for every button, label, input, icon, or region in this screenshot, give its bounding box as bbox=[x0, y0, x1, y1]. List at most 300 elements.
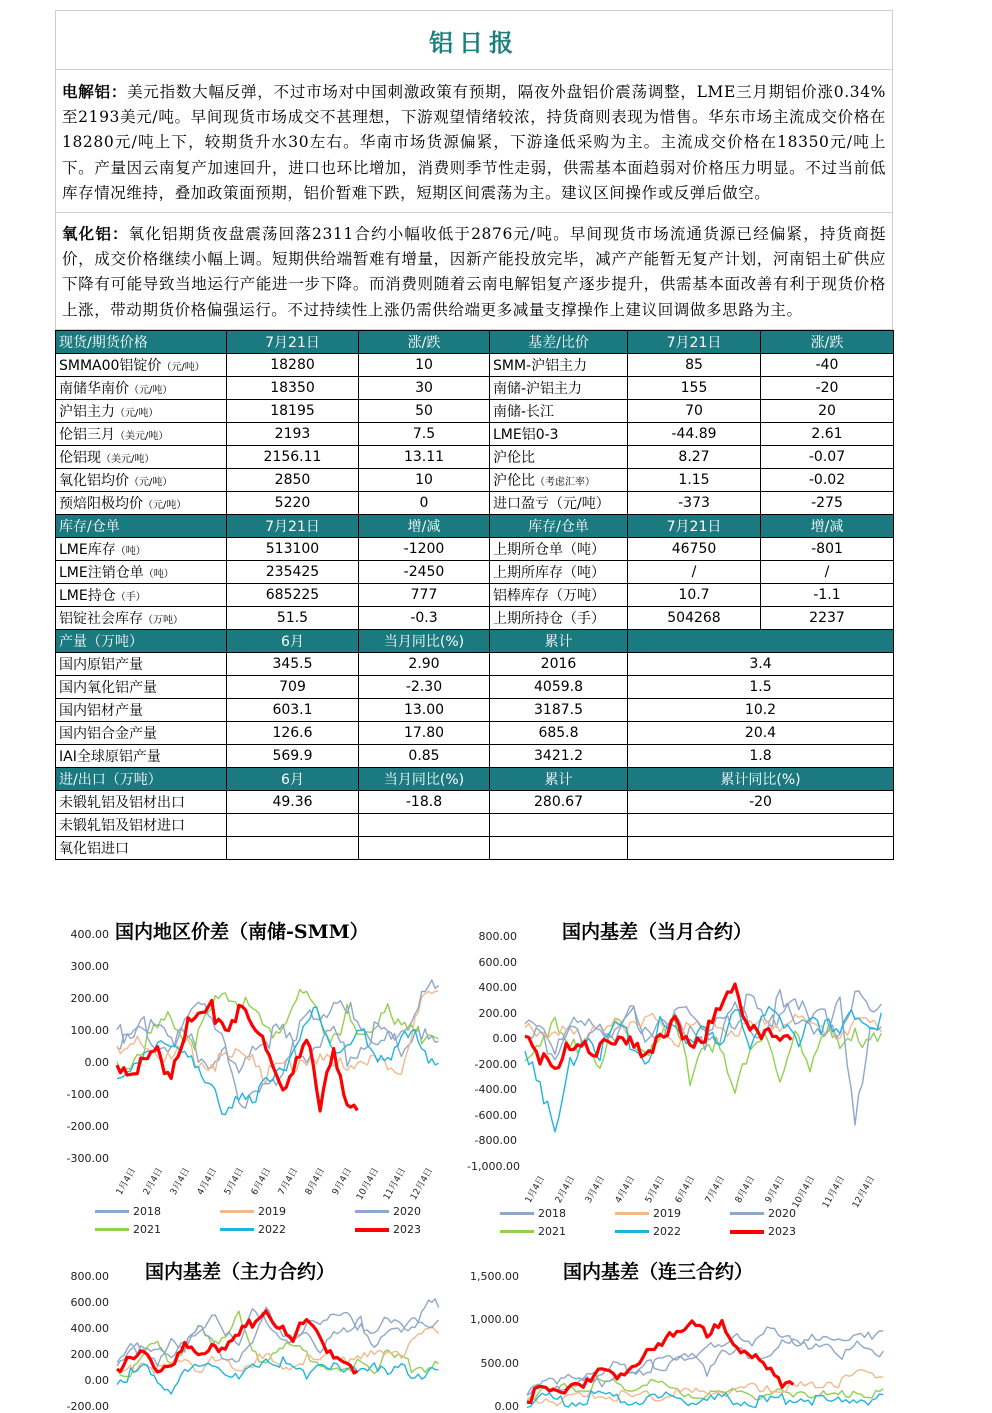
data-table bbox=[55, 330, 894, 860]
table-row bbox=[56, 560, 894, 583]
table-cell: 1.5 bbox=[628, 675, 894, 698]
basis-name-text: 南储-长江 bbox=[493, 403, 555, 420]
legend-item bbox=[500, 1207, 566, 1220]
table-cell: 513100 bbox=[227, 537, 359, 560]
x-tick-label: 3月4日 bbox=[583, 1174, 608, 1206]
series-line-2022 bbox=[117, 1357, 439, 1394]
table-cell: 2.90 bbox=[359, 652, 490, 675]
legend-label: 2021 bbox=[133, 1223, 161, 1236]
chart-legend bbox=[55, 1205, 465, 1245]
x-tick-label: 9月4日 bbox=[763, 1174, 788, 1206]
x-tick-label: 7月4日 bbox=[276, 1166, 301, 1198]
table-cell: 235425 bbox=[227, 560, 359, 583]
chart-title: 国内基差（当月合约） bbox=[562, 921, 753, 943]
table-cell: 10.2 bbox=[628, 698, 894, 721]
table-cell: 85 bbox=[628, 353, 761, 376]
table-header-cell: 6月 bbox=[227, 629, 359, 652]
y-tick-label: 400.00 bbox=[70, 1322, 109, 1335]
x-tick-label: 2月4日 bbox=[553, 1174, 578, 1206]
table-cell: -0.07 bbox=[761, 445, 894, 468]
legend-label: 2022 bbox=[258, 1223, 286, 1236]
x-tick-label: 4月4日 bbox=[195, 1166, 220, 1198]
x-tick-label: 7月4日 bbox=[703, 1174, 728, 1206]
report-title: 铝日报 bbox=[429, 27, 519, 57]
table-cell: / bbox=[628, 560, 761, 583]
chart-plot-area bbox=[117, 1277, 442, 1407]
report-title-box bbox=[55, 10, 893, 70]
table-header-cell: 涨/跌 bbox=[359, 330, 490, 353]
table-cell: 18350 bbox=[227, 376, 359, 399]
table-row bbox=[56, 376, 894, 399]
table-cell: 504268 bbox=[628, 606, 761, 629]
chart-plot-area bbox=[117, 935, 442, 1159]
table-cell: 13.00 bbox=[359, 698, 490, 721]
table-cell: 5220 bbox=[227, 491, 359, 514]
table-cell: 2.61 bbox=[761, 422, 894, 445]
table-header-row bbox=[56, 629, 894, 652]
table-header-cell: 产量（万吨） bbox=[56, 629, 227, 652]
y-tick-label: 0.00 bbox=[84, 1374, 109, 1387]
table-header-cell: 增/减 bbox=[761, 514, 894, 537]
chart-title: 国内基差（连三合约） bbox=[563, 1261, 754, 1283]
basis-name-text: 南储-沪铝主力 bbox=[493, 380, 583, 397]
table-row bbox=[56, 353, 894, 376]
series-line-2023 bbox=[527, 1321, 793, 1403]
table-row bbox=[56, 399, 894, 422]
basis-name-text: LME铝0-3 bbox=[493, 426, 559, 443]
legend-item bbox=[355, 1223, 421, 1236]
chart-legend bbox=[465, 1207, 875, 1247]
price-name-cell bbox=[56, 422, 227, 445]
trade-name-cell: 氧化铝进口 bbox=[56, 836, 227, 859]
table-cell bbox=[227, 813, 359, 836]
y-tick-label: -300.00 bbox=[66, 1152, 109, 1165]
y-tick-label: -200.00 bbox=[474, 1057, 517, 1071]
x-tick-label: 1月4日 bbox=[114, 1166, 138, 1198]
y-tick-label: 500.00 bbox=[480, 1356, 519, 1370]
basis-name-text: 进口盈亏（元/吨） bbox=[493, 495, 610, 512]
chart-1 bbox=[55, 905, 465, 1255]
table-cell bbox=[628, 836, 894, 859]
y-tick-label: 0.00 bbox=[492, 1032, 517, 1046]
legend-swatch bbox=[220, 1210, 254, 1213]
basis-name-cell bbox=[490, 399, 628, 422]
legend-label: 2021 bbox=[538, 1225, 566, 1238]
legend-item bbox=[615, 1225, 681, 1238]
y-tick-label: -600.00 bbox=[474, 1108, 517, 1122]
table-cell: 8.27 bbox=[628, 445, 761, 468]
table-header-cell: 累计同比(%) bbox=[628, 767, 894, 790]
table-cell: -2450 bbox=[359, 560, 490, 583]
price-name-cell-unit: （美元/吨） bbox=[115, 430, 169, 442]
table-cell bbox=[359, 813, 490, 836]
x-tick-label: 10月4日 bbox=[791, 1174, 818, 1210]
production-name-cell: 国内氧化铝产量 bbox=[56, 675, 227, 698]
legend-swatch bbox=[615, 1230, 649, 1233]
inventory-name-cell bbox=[56, 537, 227, 560]
table-header-row bbox=[56, 330, 894, 353]
price-name-cell-unit: （元/吨） bbox=[129, 384, 173, 396]
table-cell: 2193 bbox=[227, 422, 359, 445]
y-tick-label: 0.00 bbox=[84, 1056, 109, 1069]
table-cell: 1.15 bbox=[628, 468, 761, 491]
table-cell: -2.30 bbox=[359, 675, 490, 698]
inventory-name2-cell: 上期所库存（吨） bbox=[490, 560, 628, 583]
basis-name-cell bbox=[490, 353, 628, 376]
table-cell: 10.7 bbox=[628, 583, 761, 606]
trade-name-cell: 未锻轧铝及铝材出口 bbox=[56, 790, 227, 813]
table-row bbox=[56, 721, 894, 744]
table-header-cell: 涨/跌 bbox=[761, 330, 894, 353]
legend-swatch bbox=[615, 1212, 649, 1215]
table-header-cell: 累计 bbox=[490, 767, 628, 790]
legend-swatch bbox=[730, 1230, 764, 1234]
alumina-label: 氧化铝： bbox=[62, 224, 129, 244]
table-row bbox=[56, 606, 894, 629]
y-tick-label: 200.00 bbox=[478, 1006, 517, 1020]
price-name-cell-text: 南储华南价 bbox=[59, 380, 129, 397]
inventory-name2-cell: 铝棒库存（万吨） bbox=[490, 583, 628, 606]
table-cell: 2237 bbox=[761, 606, 894, 629]
y-tick-label: 600.00 bbox=[70, 1296, 109, 1309]
legend-label: 2023 bbox=[393, 1223, 421, 1236]
table-cell: -44.89 bbox=[628, 422, 761, 445]
table-cell: 0 bbox=[359, 491, 490, 514]
x-tick-label: 4月4日 bbox=[613, 1174, 638, 1206]
price-name-cell bbox=[56, 399, 227, 422]
legend-item bbox=[615, 1207, 681, 1220]
table-header-cell: 7月21日 bbox=[227, 514, 359, 537]
electrolytic-text: 美元指数大幅反弹，不过市场对中国刺激政策有预期，隔夜外盘铝价震荡调整，LME三月期铝价涨0.34%至2193美元/吨。早间现货市场成交不甚理想，下游观望情绪较浓，持货商则表现为惜售。华东市场主流成交价格在18280元/吨上下，较期货升水30左右。华南市场货源偏紧，下游逢低采购为主。主流成交价格在18350元/吨上下。产量因云南复产加速回升，进口也环比增加，消费则季节性走弱，供需基本面趋弱对价格压力明显。不过当前低库存情况维持，叠加政策面预期，铝价暂难下跌，短期区间震荡为主。建议区间操作或反弹后做空。 bbox=[62, 83, 886, 202]
series-line-2018 bbox=[117, 1017, 439, 1073]
legend-swatch bbox=[95, 1228, 129, 1231]
basis-name-cell bbox=[490, 445, 628, 468]
table-header-cell: 7月21日 bbox=[628, 330, 761, 353]
x-tick-label: 3月4日 bbox=[168, 1166, 192, 1198]
table-row bbox=[56, 813, 894, 836]
price-name-cell-text: 沪铝主力 bbox=[59, 403, 115, 420]
inventory-name-cell-unit: （手） bbox=[115, 591, 146, 603]
price-name-cell bbox=[56, 353, 227, 376]
table-row bbox=[56, 445, 894, 468]
legend-item bbox=[730, 1207, 796, 1220]
table-cell: 603.1 bbox=[227, 698, 359, 721]
chart-plot-area bbox=[525, 937, 885, 1167]
table-cell: 2156.11 bbox=[227, 445, 359, 468]
basis-name-text: 沪伦比 bbox=[493, 449, 535, 466]
table-row bbox=[56, 491, 894, 514]
y-tick-label: 800.00 bbox=[70, 1270, 109, 1283]
basis-name-text: 沪伦比 bbox=[493, 472, 535, 489]
table-row bbox=[56, 537, 894, 560]
table-cell: 51.5 bbox=[227, 606, 359, 629]
legend-label: 2022 bbox=[653, 1225, 681, 1238]
legend-swatch bbox=[355, 1228, 389, 1232]
table-cell: 4059.8 bbox=[490, 675, 628, 698]
x-tick-label: 5月4日 bbox=[222, 1166, 247, 1198]
table-header-cell: 7月21日 bbox=[227, 330, 359, 353]
x-tick-label: 8月4日 bbox=[733, 1174, 758, 1206]
table-cell: -18.8 bbox=[359, 790, 490, 813]
legend-label: 2023 bbox=[768, 1225, 796, 1238]
table-cell: 17.80 bbox=[359, 721, 490, 744]
table-cell: 70 bbox=[628, 399, 761, 422]
table-cell: 18280 bbox=[227, 353, 359, 376]
table-cell: -20 bbox=[761, 376, 894, 399]
chart-title: 国内基差（主力合约） bbox=[145, 1261, 336, 1283]
y-tick-label: -400.00 bbox=[474, 1083, 517, 1097]
price-name-cell-text: 氧化铝均价 bbox=[59, 472, 129, 489]
report-page bbox=[55, 10, 893, 860]
y-tick-label: 800.00 bbox=[478, 930, 517, 943]
table-cell: 46750 bbox=[628, 537, 761, 560]
x-tick-label: 11月4日 bbox=[821, 1174, 848, 1210]
table-cell: 13.11 bbox=[359, 445, 490, 468]
table-cell: 126.6 bbox=[227, 721, 359, 744]
legend-swatch bbox=[500, 1230, 534, 1233]
y-tick-label: 1,500.00 bbox=[470, 1270, 519, 1283]
table-header-row bbox=[56, 767, 894, 790]
table-cell: 280.67 bbox=[490, 790, 628, 813]
price-name-cell bbox=[56, 445, 227, 468]
x-tick-label: 8月4日 bbox=[303, 1166, 328, 1198]
y-tick-label: 400.00 bbox=[70, 928, 109, 941]
electrolytic-paragraph bbox=[55, 70, 893, 213]
table-header-cell: 进/出口（万吨） bbox=[56, 767, 227, 790]
y-tick-label: 300.00 bbox=[70, 960, 109, 973]
chart-plot-area bbox=[527, 1277, 887, 1407]
y-tick-label: 400.00 bbox=[478, 981, 517, 995]
table-header-cell: 库存/仓单 bbox=[490, 514, 628, 537]
table-row bbox=[56, 836, 894, 859]
table-cell: 2850 bbox=[227, 468, 359, 491]
price-name-cell-text: 伦铝现 bbox=[59, 449, 101, 466]
legend-swatch bbox=[220, 1228, 254, 1231]
y-tick-label: 200.00 bbox=[70, 1348, 109, 1361]
legend-item bbox=[220, 1205, 286, 1218]
x-tick-label: 11月4日 bbox=[382, 1166, 409, 1202]
table-header-cell: 6月 bbox=[227, 767, 359, 790]
table-header-cell: 现货/期货价格 bbox=[56, 330, 227, 353]
y-tick-label: 600.00 bbox=[478, 955, 517, 969]
inventory-name-cell-text: 铝锭社会库存 bbox=[59, 610, 143, 627]
chart-4 bbox=[465, 1255, 893, 1413]
table-cell: 10 bbox=[359, 353, 490, 376]
production-name-cell: 国内原铝产量 bbox=[56, 652, 227, 675]
inventory-name-cell bbox=[56, 606, 227, 629]
table-header-row bbox=[56, 514, 894, 537]
price-name-cell-unit: （元/吨） bbox=[161, 361, 205, 373]
table-header-cell bbox=[628, 629, 894, 652]
table-cell: 3187.5 bbox=[490, 698, 628, 721]
production-name-cell: IAI全球原铝产量 bbox=[56, 744, 227, 767]
legend-item bbox=[500, 1225, 566, 1238]
table-cell: 709 bbox=[227, 675, 359, 698]
table-cell: 7.5 bbox=[359, 422, 490, 445]
table-cell: -801 bbox=[761, 537, 894, 560]
legend-item bbox=[730, 1225, 796, 1238]
table-cell: 3421.2 bbox=[490, 744, 628, 767]
table-header-cell: 增/减 bbox=[359, 514, 490, 537]
table-cell: -1.1 bbox=[761, 583, 894, 606]
x-tick-label: 9月4日 bbox=[331, 1166, 355, 1198]
table-cell: -20 bbox=[628, 790, 894, 813]
y-tick-label: -200.00 bbox=[66, 1120, 109, 1133]
legend-item bbox=[95, 1223, 161, 1236]
price-name-cell-unit: （元/吨） bbox=[129, 476, 173, 488]
basis-name-cell bbox=[490, 422, 628, 445]
table-row bbox=[56, 790, 894, 813]
legend-swatch bbox=[730, 1212, 764, 1215]
table-header-cell: 当月同比(%) bbox=[359, 767, 490, 790]
table-row bbox=[56, 422, 894, 445]
basis-name-cell bbox=[490, 491, 628, 514]
table-row bbox=[56, 744, 894, 767]
basis-name-text: SMM-沪铝主力 bbox=[493, 357, 588, 374]
table-header-cell: 库存/仓单 bbox=[56, 514, 227, 537]
table-cell: / bbox=[761, 560, 894, 583]
series-line-2020 bbox=[117, 1307, 439, 1366]
legend-item bbox=[95, 1205, 161, 1218]
table-cell: 569.9 bbox=[227, 744, 359, 767]
legend-label: 2019 bbox=[653, 1207, 681, 1220]
table-cell: -1200 bbox=[359, 537, 490, 560]
price-name-cell-text: 伦铝三月 bbox=[59, 426, 115, 443]
table-row bbox=[56, 468, 894, 491]
table-cell: 20.4 bbox=[628, 721, 894, 744]
y-tick-label: 200.00 bbox=[70, 992, 109, 1005]
x-tick-label: 2月4日 bbox=[141, 1166, 165, 1198]
table-header-cell: 7月21日 bbox=[628, 514, 761, 537]
table-cell: 30 bbox=[359, 376, 490, 399]
series-line-2023 bbox=[117, 1311, 357, 1373]
basis-name-cell bbox=[490, 468, 628, 491]
price-name-cell-unit: （元/吨） bbox=[143, 499, 187, 511]
table-cell: 777 bbox=[359, 583, 490, 606]
price-name-cell-unit: （元/吨） bbox=[115, 407, 159, 419]
table-header-cell: 基差/比价 bbox=[490, 330, 628, 353]
table-cell: -373 bbox=[628, 491, 761, 514]
x-tick-label: 6月4日 bbox=[249, 1166, 274, 1198]
legend-label: 2020 bbox=[393, 1205, 421, 1218]
table-row bbox=[56, 652, 894, 675]
x-tick-label: 10月4日 bbox=[355, 1166, 382, 1202]
x-tick-label: 12月4日 bbox=[851, 1174, 878, 1210]
legend-label: 2019 bbox=[258, 1205, 286, 1218]
table-cell: 50 bbox=[359, 399, 490, 422]
series-line-2020 bbox=[525, 990, 881, 1125]
alumina-paragraph bbox=[55, 213, 893, 330]
production-name-cell: 国内铝材产量 bbox=[56, 698, 227, 721]
inventory-name-cell-text: LME库存 bbox=[59, 541, 116, 558]
table-header-cell: 当月同比(%) bbox=[359, 629, 490, 652]
legend-label: 2020 bbox=[768, 1207, 796, 1220]
price-name-cell bbox=[56, 468, 227, 491]
inventory-name-cell-text: LME注销仓单 bbox=[59, 564, 144, 581]
table-cell: -275 bbox=[761, 491, 894, 514]
charts-area bbox=[55, 905, 893, 1413]
table-row bbox=[56, 675, 894, 698]
table-cell: 0.85 bbox=[359, 744, 490, 767]
table-cell: 685225 bbox=[227, 583, 359, 606]
y-tick-label: 100.00 bbox=[70, 1024, 109, 1037]
table-cell: 1.8 bbox=[628, 744, 894, 767]
table-header-cell: 累计 bbox=[490, 629, 628, 652]
price-name-cell bbox=[56, 491, 227, 514]
table-cell bbox=[628, 813, 894, 836]
electrolytic-label: 电解铝： bbox=[62, 82, 128, 101]
alumina-text: 氧化铝期货夜盘震荡回落2311合约小幅收低于2876元/吨。早间现货市场流通货源已经偏紧，持货商挺价，成交价格继续小幅上调。短期供给端暂难有增量，因新产能投放完毕，减产产能暂无复产计划，河南铝土矿供应下降有可能导致当地运行产能进一步下降。而消费则随着云南电解铝复产逐步提升，供需基本面改善有利于现货价格上涨，带动期货价格偏强运行。不过持续性上涨仍需供给端更多减量支撑操作上建议回调做多思路为主。 bbox=[62, 225, 886, 319]
table-cell: 49.36 bbox=[227, 790, 359, 813]
x-tick-label: 1月4日 bbox=[523, 1174, 548, 1206]
y-tick-label: -200.00 bbox=[66, 1400, 109, 1413]
legend-swatch bbox=[95, 1210, 129, 1213]
basis-name-cell bbox=[490, 376, 628, 399]
table-cell: 155 bbox=[628, 376, 761, 399]
chart-title: 国内地区价差（南储-SMM） bbox=[115, 921, 369, 943]
y-tick-label: -800.00 bbox=[474, 1134, 517, 1148]
inventory-name2-cell: 上期所仓单（吨） bbox=[490, 537, 628, 560]
table-cell bbox=[359, 836, 490, 859]
table-cell: 685.8 bbox=[490, 721, 628, 744]
legend-item bbox=[220, 1223, 286, 1236]
inventory-name-cell bbox=[56, 560, 227, 583]
basis-name-unit: （考虑汇率） bbox=[535, 476, 595, 488]
table-cell: 345.5 bbox=[227, 652, 359, 675]
table-row bbox=[56, 583, 894, 606]
inventory-name-cell-unit: （吨） bbox=[115, 545, 146, 557]
table-cell bbox=[490, 813, 628, 836]
table-cell bbox=[227, 836, 359, 859]
price-name-cell bbox=[56, 376, 227, 399]
table-cell: -0.3 bbox=[359, 606, 490, 629]
y-tick-label: 1,000.00 bbox=[470, 1313, 519, 1327]
x-tick-label: 12月4日 bbox=[409, 1166, 436, 1202]
chart-2 bbox=[465, 905, 893, 1255]
legend-label: 2018 bbox=[133, 1205, 161, 1218]
inventory-name-cell-unit: （万吨） bbox=[143, 614, 183, 626]
price-name-cell-text: SMMA00铝锭价 bbox=[59, 357, 162, 374]
inventory-name-cell-unit: （吨） bbox=[143, 568, 174, 580]
price-name-cell-unit: （美元/吨） bbox=[101, 453, 155, 465]
table-cell bbox=[490, 836, 628, 859]
price-name-cell-text: 预焙阳极均价 bbox=[59, 495, 143, 512]
chart-3 bbox=[55, 1255, 465, 1413]
trade-name-cell: 未锻轧铝及铝材进口 bbox=[56, 813, 227, 836]
y-tick-label: -1,000.00 bbox=[467, 1160, 520, 1173]
inventory-name2-cell: 上期所持仓（手） bbox=[490, 606, 628, 629]
table-cell: -40 bbox=[761, 353, 894, 376]
production-name-cell: 国内铝合金产量 bbox=[56, 721, 227, 744]
inventory-name-cell bbox=[56, 583, 227, 606]
inventory-name-cell-text: LME持仓 bbox=[59, 587, 116, 604]
x-tick-label: 5月4日 bbox=[643, 1174, 668, 1206]
table-cell: 18195 bbox=[227, 399, 359, 422]
table-cell: 3.4 bbox=[628, 652, 894, 675]
table-cell: 2016 bbox=[490, 652, 628, 675]
table-cell: -0.02 bbox=[761, 468, 894, 491]
legend-item bbox=[355, 1205, 421, 1218]
legend-label: 2018 bbox=[538, 1207, 566, 1220]
table-cell: 20 bbox=[761, 399, 894, 422]
legend-swatch bbox=[500, 1212, 534, 1215]
y-tick-label: 0.00 bbox=[494, 1400, 519, 1413]
table-cell: 10 bbox=[359, 468, 490, 491]
table-row bbox=[56, 698, 894, 721]
y-tick-label: -100.00 bbox=[66, 1088, 109, 1101]
x-tick-label: 6月4日 bbox=[673, 1174, 698, 1206]
legend-swatch bbox=[355, 1210, 389, 1213]
